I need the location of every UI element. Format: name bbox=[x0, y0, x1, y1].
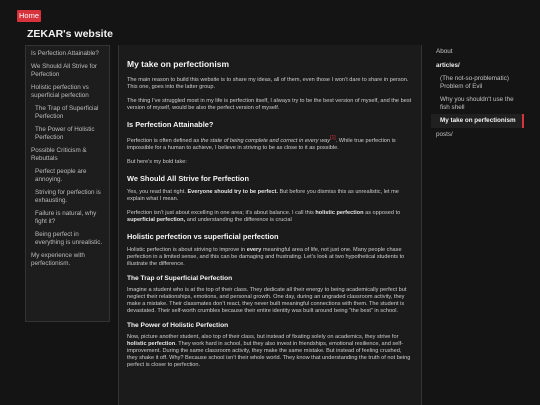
table-of-contents bbox=[25, 45, 110, 322]
toc-item-perfect-people-annoying[interactable]: Perfect people are annoying. bbox=[35, 168, 87, 183]
toc-item-we-should-all-strive[interactable]: We Should All Strive for Perfection bbox=[31, 63, 98, 78]
nav-article-fish-shell[interactable]: Why you shouldn't use the fish shell bbox=[440, 96, 514, 111]
toc-item-power-of-holistic[interactable]: The Power of Holistic Perfection bbox=[35, 126, 95, 141]
heading-we-should-all-strive: We Should All Strive for Perfection bbox=[127, 173, 249, 183]
heading-is-perfection-attainable: Is Perfection Attainable? bbox=[127, 120, 214, 129]
toc-item-my-experience[interactable]: My experience with perfectionism. bbox=[31, 252, 85, 267]
nav-article-problem-of-evil[interactable]: (The not-so-problematic) Problem of Evil bbox=[440, 75, 509, 90]
site-title[interactable]: ZEKAR's website bbox=[27, 28, 113, 40]
toc-item-unrealistic[interactable]: Being perfect in everything is unrealistic. bbox=[35, 231, 103, 246]
toc-item-striving-exhausting[interactable]: Striving for perfection is exhausting. bbox=[35, 189, 101, 204]
toc-item-trap-of-superficial[interactable]: The Trap of Superficial Perfection bbox=[35, 105, 99, 120]
toc-item-holistic-vs-superficial[interactable]: Holistic perfection vs superficial perfection bbox=[31, 84, 89, 99]
toc-item-failure-natural[interactable]: Failure is natural, why fight it? bbox=[35, 210, 97, 225]
paragraph-balance: Perfection isn’t just about excelling in one area; it’s about balance. I call this holistic perfection as opposed to superficial perfection, and understanding the difference is crucial bbox=[127, 209, 401, 223]
paragraph-holistic-definition: Holistic perfection is about striving to improve in every meaningful area of life, not just one. Many people chase perfection in a limited sense, and this can be damaging and frustrating. Let’s look at two hypothetical students to illustrate the difference. bbox=[127, 246, 405, 267]
paragraph-bold-take: But here’s my bold take: bbox=[127, 158, 187, 165]
article-content bbox=[118, 45, 422, 405]
paragraph-read-that-right: Yes, you read that right. Everyone should try to be perfect. But before you dismiss this as unrealistic, let me explain what I mean. bbox=[127, 188, 399, 202]
nav-about[interactable]: About bbox=[436, 48, 453, 55]
heading-holistic-vs-superficial: Holistic perfection vs superficial perfection bbox=[127, 231, 279, 241]
paragraph-intro: The main reason to build this website is to share my ideas, all of them, even those I won’t dare to share in person. This one, goes into the latter group. bbox=[127, 77, 409, 90]
site-navigation bbox=[431, 45, 524, 141]
home-button[interactable]: Home bbox=[18, 11, 39, 20]
nav-posts-folder[interactable]: posts/ bbox=[436, 130, 453, 138]
heading-power-of-holistic: The Power of Holistic Perfection bbox=[127, 321, 229, 329]
paragraph-trap-story: Imagine a student who is at the top of their class. They dedicate all their energy to being academically perfect but neglect their relationships, emotions, and personal growth. One day, during an ungraded classroom activity, they make a mistake. Their classmates don’t react, they never built meaningful connections with them. The student is devastated. Their self-worth crumbles because their entire identity was built around being “the best” in school. bbox=[127, 286, 407, 314]
top-bar bbox=[0, 0, 540, 24]
article-title: My take on perfectionism bbox=[127, 59, 230, 69]
paragraph-definition: Perfection is often defined as the state of being complete and correct in every way[1]. While true perfection is impossible for a human to achieve, I believe in striving to be as close to it as possible. bbox=[127, 135, 396, 151]
nav-article-perfectionism[interactable]: My take on perfectionism bbox=[431, 114, 524, 128]
heading-trap-of-superficial: The Trap of Superficial Perfection bbox=[127, 274, 233, 282]
toc-item-criticism-rebuttals[interactable]: Possible Criticism & Rebuttals bbox=[31, 147, 87, 162]
nav-articles-folder[interactable]: articles/ bbox=[436, 61, 460, 69]
paragraph-struggle: The thing I’ve struggled most in my life is perfection itself, I always try to be the best version of myself, and the best version of myself, would be also the perfect version of myself. bbox=[127, 98, 412, 111]
paragraph-power-story: Now, picture another student, also top of their class, but instead of fixating solely on academics, they strive for holistic perfection. They work hard in school, but they also invest in friendships, emotional resilience, and self-improvement. During the same classroom activity, they make the same mistake. But instead of feeling crushed, they shake it off. Why? Because school isn’t their whole world. They know that understanding the truth of not being perfect is closer to perfection. bbox=[127, 333, 411, 368]
footnote-link[interactable]: [1] bbox=[330, 135, 336, 141]
toc-item-is-perfection-attainable[interactable]: Is Perfection Attainable? bbox=[31, 50, 99, 57]
